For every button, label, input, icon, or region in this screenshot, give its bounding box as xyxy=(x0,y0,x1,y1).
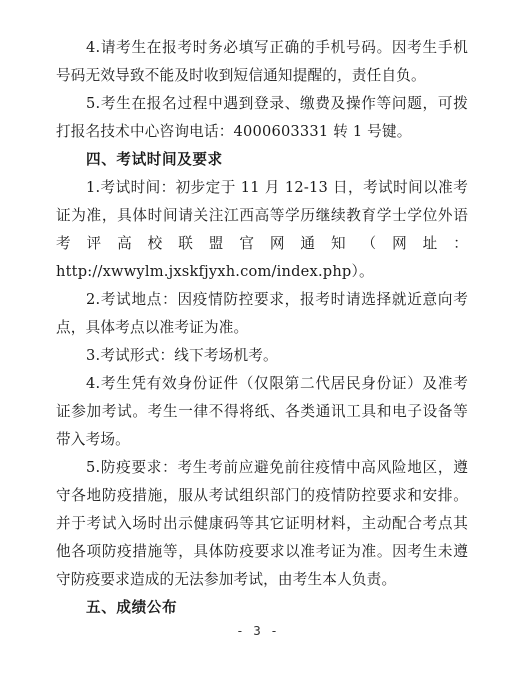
section-heading-exam-time: 四、考试时间及要求 xyxy=(86,151,223,168)
paragraph-exam-format: 3.考试形式：线下考场机考。 xyxy=(86,347,278,364)
paragraph-exam-time: 1.考试时间：初步定于 11 月 12-13 日，考试时间以准考证为准，具体时间请关注江西高等学历继续教育学士学位外语考评高校联盟官网通知（网址：http://xwwylm.jxskfjyxh.com/index.php）。 xyxy=(56,179,468,280)
document-page xyxy=(56,34,468,622)
paragraph-support-hotline: 5.考生在报名过程中遇到登录、缴费及操作等问题，可拨打报名技术中心咨询电话：4000603331 转 1 号键。 xyxy=(56,95,468,140)
paragraph-epidemic-requirements: 5.防疫要求：考生考前应避免前往疫情中高风险地区，遵守各地防疫措施，服从考试组织部门的疫情防控要求和安排。并于考试入场时出示健康码等其它证明材料，主动配合考点其他各项防疫措施等，具体防疫要求以准考证为准。因考生未遵守防疫要求造成的无法参加考试，由考生本人负责。 xyxy=(56,459,468,588)
paragraph-exam-location: 2.考试地点：因疫情防控要求，报考时请选择就近意向考点，具体考点以准考证为准。 xyxy=(56,291,468,336)
section-heading-score-release: 五、成绩公布 xyxy=(86,599,178,616)
paragraph-exam-id-requirements: 4.考生凭有效身份证件（仅限第二代居民身份证）及准考证参加考试。考生一律不得将纸、各类通讯工具和电子设备等带入考场。 xyxy=(56,375,468,448)
paragraph-phone-number-notice: 4.请考生在报考时务必填写正确的手机号码。因考生手机号码无效导致不能及时收到短信通知提醒的，责任自负。 xyxy=(56,39,468,84)
page-number: - 3 - xyxy=(236,623,279,638)
